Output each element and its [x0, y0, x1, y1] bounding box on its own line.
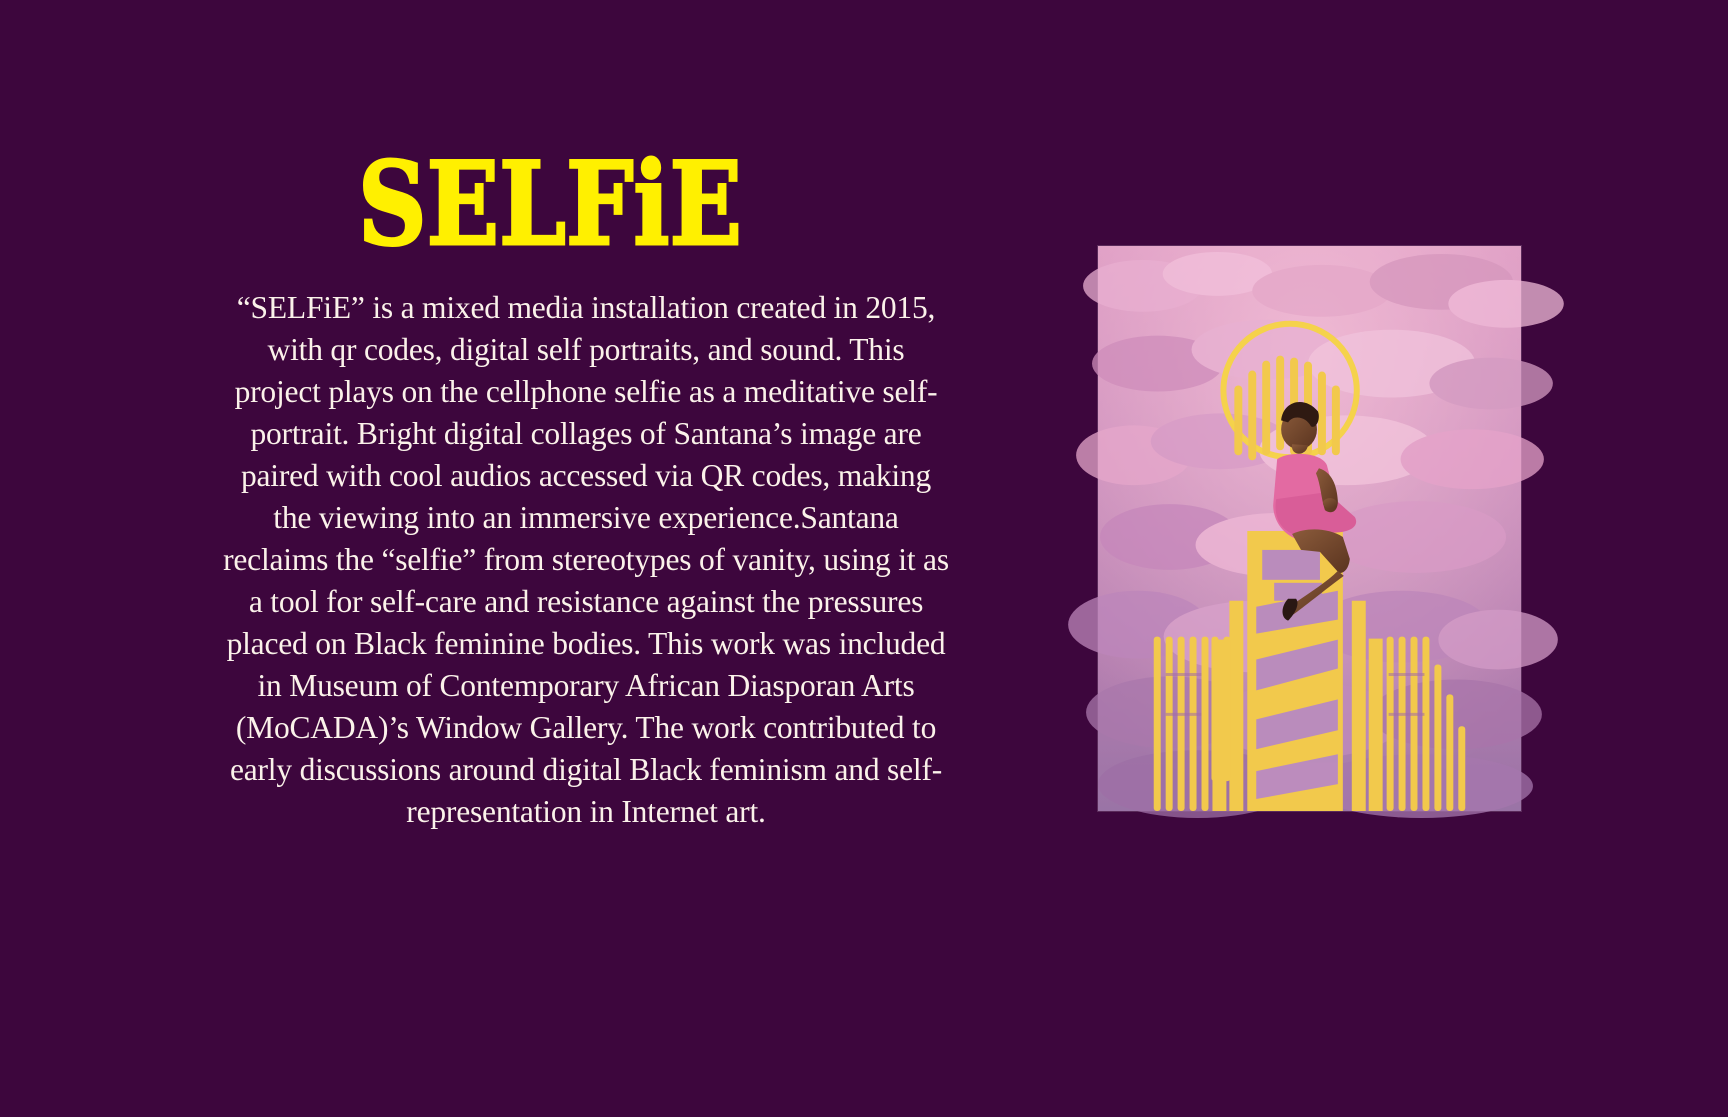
artwork-selfie [1098, 246, 1521, 811]
project-description: “SELFiE” is a mixed media installation created in 2015, with qr codes, digital self portraits, and sound. This project plays on the cellphone selfie as a meditative self-portrait. Bright digital collages of Santana’s image are paired with cool audios accessed via QR codes, making the viewing into an immersive experience.Santana reclaims the “selfie” from stereotypes of vanity, using it as a tool for self-care and resistance against the pressures placed on Black feminine bodies. This work was included in Museum of Contemporary African Diasporan Arts (MoCADA)’s Window Gallery. The work contributed to early discussions around digital Black feminism and self-representation in Internet art. [223, 290, 949, 829]
selfie-title-graphic [340, 137, 760, 271]
title-text: SELFiE [358, 137, 742, 271]
artwork-image [1097, 245, 1522, 812]
page-title [340, 137, 760, 271]
